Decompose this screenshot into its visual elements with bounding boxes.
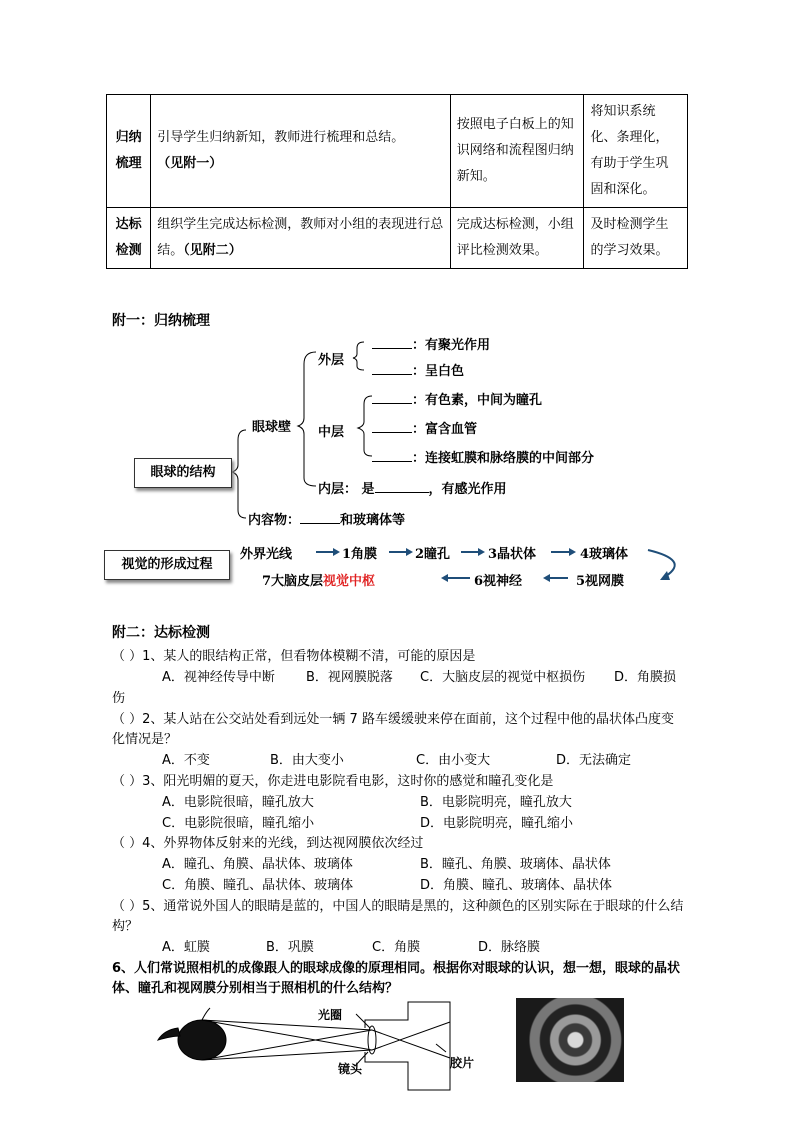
question-2: （ ）2、某人站在公交站处看到远处一辆 7 路车缓缓驶来停在面前，这个过程中他的晶状体凸度变化情况是？ [112, 712, 674, 747]
film-label: 胶片 [450, 1056, 475, 1070]
flow-step: 5视网膜 [576, 574, 625, 589]
q1-option: A．视神经传导中断 [162, 670, 275, 685]
aperture-label: 光圈 [318, 1008, 343, 1022]
lens-label: 镜头 [338, 1062, 363, 1076]
outer-item-2: ：呈白色 [372, 360, 464, 379]
q5-option: B．巩膜 [266, 940, 314, 955]
student-cell: 完成达标检测，小组评比检测效果。 [450, 208, 584, 269]
vision-process-box: 视觉的形成过程 [104, 550, 230, 580]
question-5: （ ）5、通常说外国人的眼睛是蓝的，中国人的眼睛是黑的，这种颜色的区别实际在于眼球的什么结构？ [112, 899, 684, 934]
eyeball-wall-label: 眼球壁 [252, 420, 292, 435]
student-cell: 按照电子白板上的知识网络和流程图归纳新知。 [450, 95, 584, 208]
flow-step: 6视神经 [474, 574, 523, 589]
question-3: （ ）3、阳光明媚的夏天，你走进电影院看电影，这时你的感觉和瞳孔变化是 [112, 774, 554, 789]
teacher-note: （见附一） [157, 156, 223, 171]
intent-cell: 及时检测学生的学习效果。 [584, 208, 688, 269]
outer-item-1: ：有聚光作用 [372, 334, 490, 353]
intent-cell: 将知识系统化、条理化，有助于学生巩固和深化。 [584, 95, 688, 208]
middle-item-3: ：连接虹膜和脉络膜的中间部分 [372, 447, 594, 466]
teacher-text: 组织学生完成达标检测，教师对小组的表现进行总结。 [157, 217, 444, 258]
flow-step: 7大脑皮层视觉中枢 [262, 574, 376, 589]
teacher-note: （见附二） [183, 243, 242, 258]
stage-cell: 达标检测 [107, 208, 151, 269]
inner-layer-line: 内层： 是 ，有感光作用 [318, 482, 507, 497]
q1-option: B．视网膜脱落 [306, 670, 393, 685]
eyeball-structure-box: 眼球的结构 [134, 458, 232, 488]
question-6: 6、人们常说照相机的成像跟人的眼球成像的原理相同。根据你对眼球的认识，想一想，眼球的晶状体、瞳孔和视网膜分别相当于照相机的什么结构？ [112, 961, 681, 996]
appendix1-title: 附一：归纳梳理 [112, 313, 210, 329]
contents-line: 内容物： 和玻璃体等 [248, 513, 406, 528]
q4-option: A．瞳孔、角膜、晶状体、玻璃体 [162, 857, 353, 872]
q2-option: C．由小变大 [416, 753, 491, 768]
q1-option-wrap: 伤 [112, 691, 126, 706]
q1-option: D．角膜损 [614, 670, 677, 685]
q2-option: A．不变 [162, 753, 210, 768]
middle-item-2: ：富含血管 [372, 418, 477, 437]
camera-lens-photo [516, 998, 624, 1082]
q5-option: A．虹膜 [162, 940, 210, 955]
flow-step: 2瞳孔 [415, 547, 451, 562]
q4-option: B．瞳孔、角膜、玻璃体、晶状体 [420, 857, 611, 872]
teacher-text: 引导学生归纳新知，教师进行梳理和总结。 [157, 130, 405, 145]
middle-item-1: ：有色素，中间为瞳孔 [372, 389, 542, 408]
q4-option: C．角膜、瞳孔、晶状体、玻璃体 [162, 878, 354, 893]
q3-option: D．电影院明亮，瞳孔缩小 [420, 816, 574, 831]
q3-option: B．电影院明亮，瞳孔放大 [420, 795, 572, 810]
middle-layer-label: 中层 [318, 425, 345, 440]
q2-option: D．无法确定 [556, 753, 632, 768]
flow-step: 3晶状体 [488, 547, 537, 562]
q5-option: C．角膜 [372, 940, 421, 955]
question-4: （ ）4、外界物体反射来的光线，到达视网膜依次经过 [112, 836, 424, 851]
appendix2-title: 附二：达标检测 [112, 625, 210, 641]
q3-option: A．电影院很暗，瞳孔放大 [162, 795, 314, 810]
flow-step: 1角膜 [342, 547, 378, 562]
q5-option: D．脉络膜 [478, 940, 541, 955]
flow-step: 外界光线 [240, 547, 293, 562]
question-1: （ ）1、某人的眼结构正常，但看物体模糊不清，可能的原因是 [112, 649, 476, 664]
q4-option: D．角膜、瞳孔、玻璃体、晶状体 [420, 878, 613, 893]
stage-cell: 归纳梳理 [107, 95, 151, 208]
q3-option: C．电影院很暗，瞳孔缩小 [162, 816, 315, 831]
outer-layer-label: 外层 [318, 353, 345, 368]
q2-option: B．由大变小 [270, 753, 344, 768]
flow-step: 4玻璃体 [580, 547, 629, 562]
q1-option: C．大脑皮层的视觉中枢损伤 [420, 670, 586, 685]
